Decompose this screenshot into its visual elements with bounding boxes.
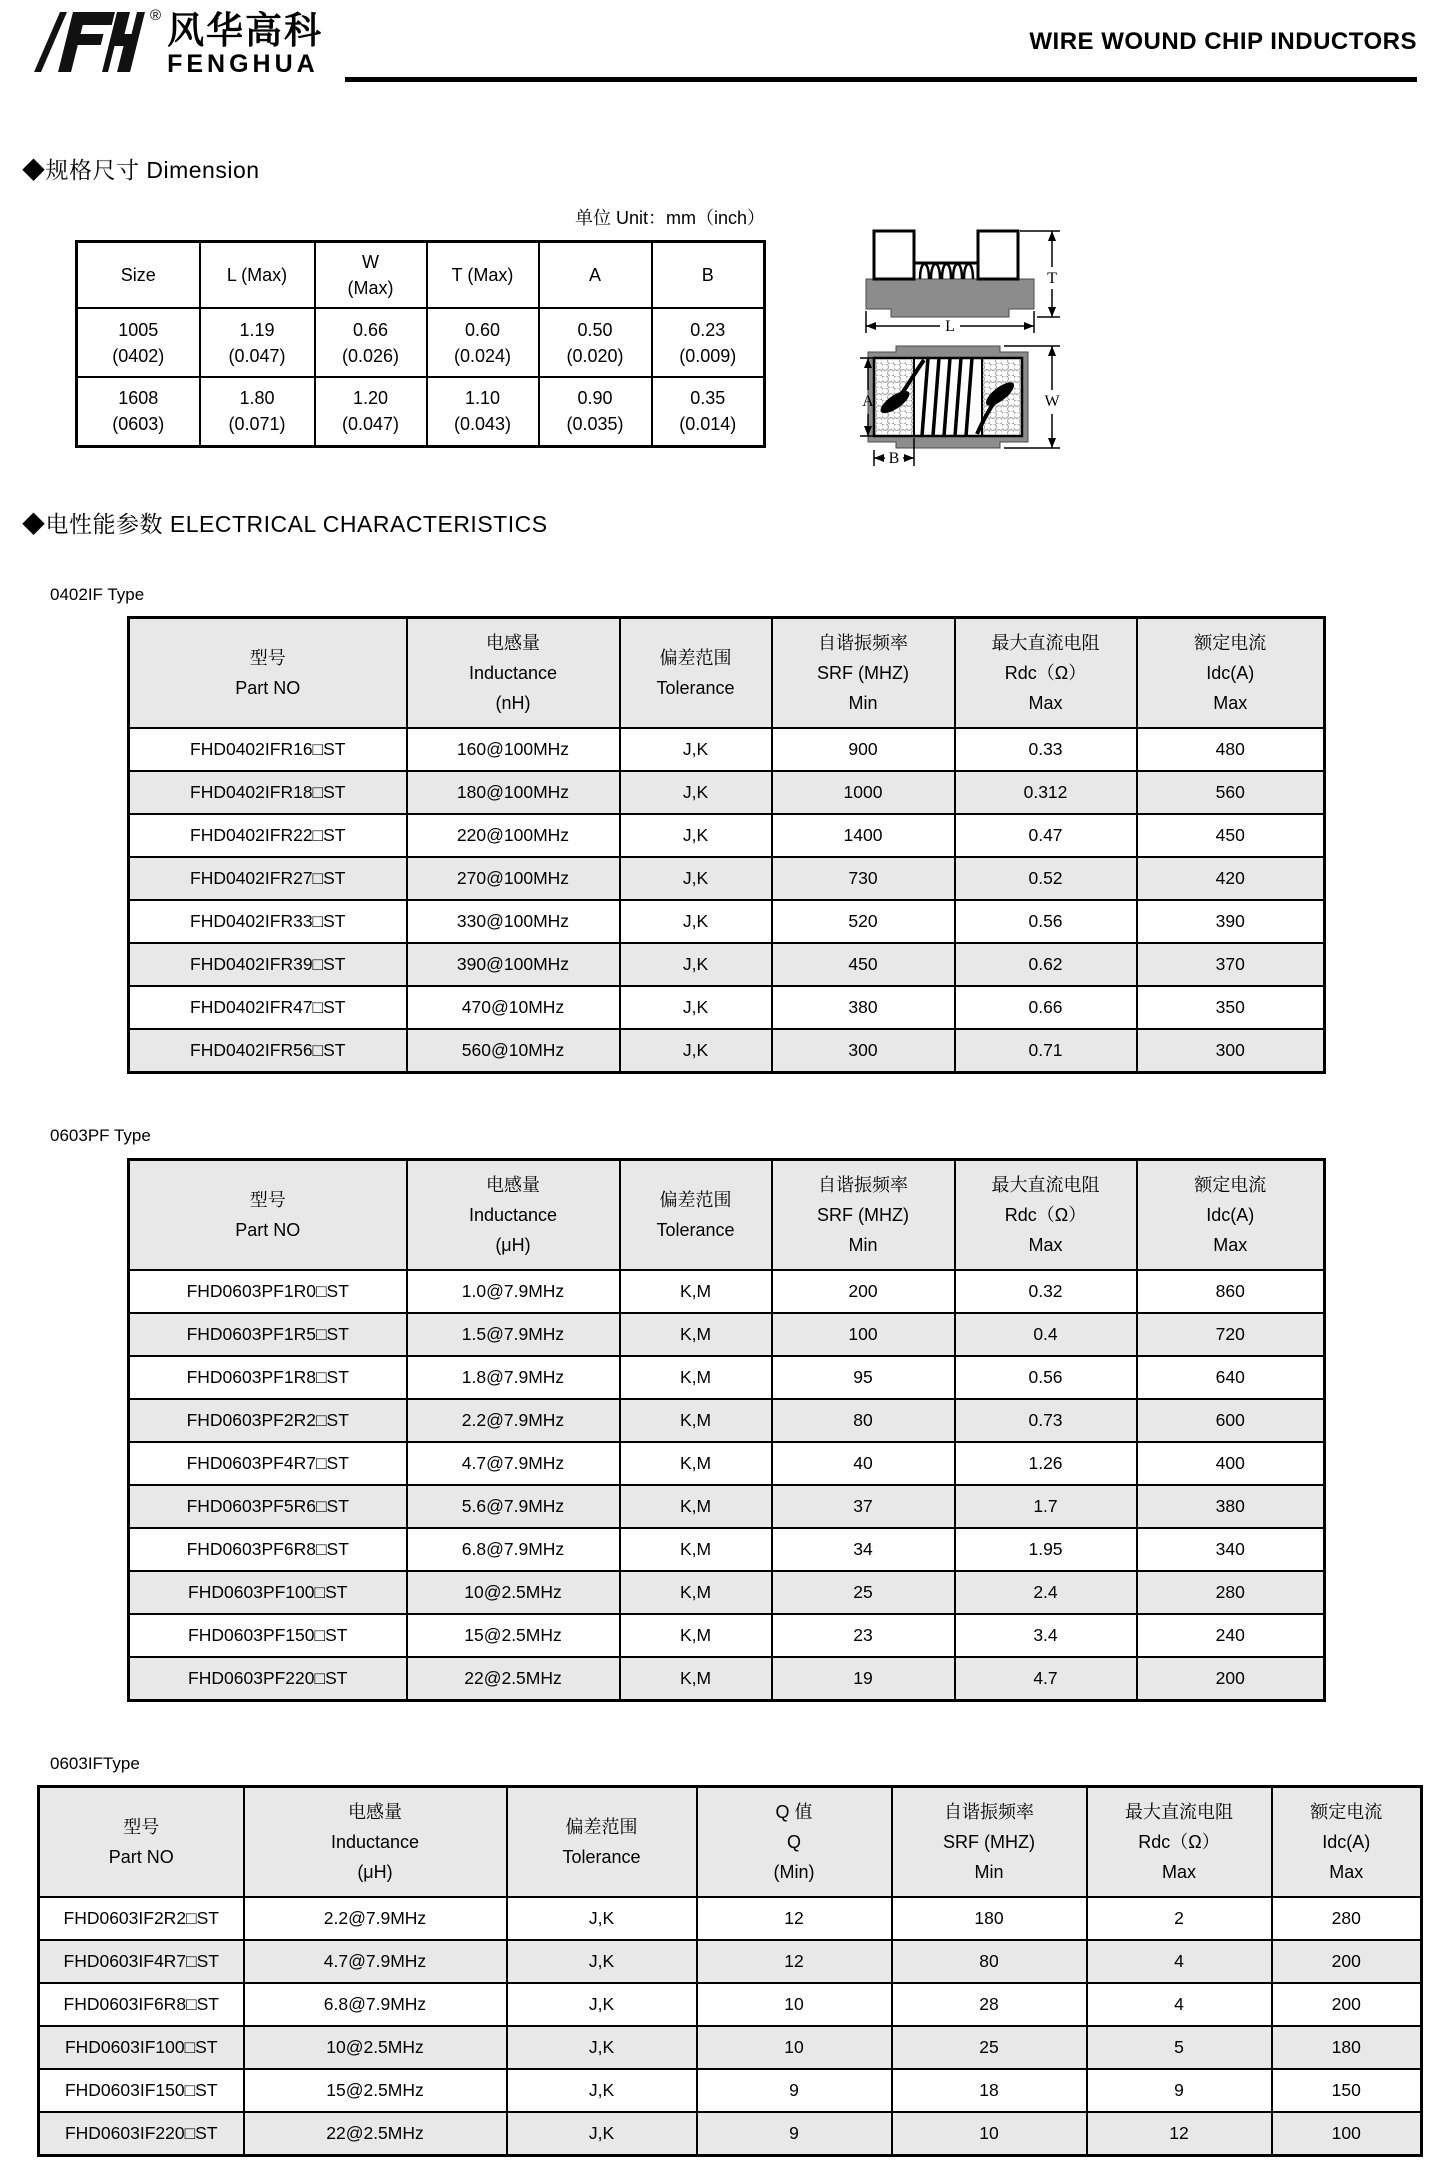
table-cell: 0.35 (0.014) <box>652 377 765 446</box>
table-cell: 200 <box>1272 1983 1422 2026</box>
column-header: B <box>652 242 765 309</box>
column-header: 偏差范围 Tolerance <box>620 1160 772 1271</box>
table-cell: K,M <box>620 1356 772 1399</box>
table-cell: 10@2.5MHz <box>244 2026 507 2069</box>
table-cell: FHD0402IFR47□ST <box>129 986 407 1029</box>
table-row <box>129 900 1325 943</box>
table-cell: 12 <box>697 1940 892 1983</box>
table-cell: 1.0@7.9MHz <box>407 1270 620 1313</box>
terminal-base <box>866 279 1034 317</box>
arrowhead <box>1048 307 1056 317</box>
table-cell: 0.56 <box>955 1356 1137 1399</box>
table-cell: FHD0603PF5R6□ST <box>129 1485 407 1528</box>
coil-turns <box>920 264 973 279</box>
table-cell: 5.6@7.9MHz <box>407 1485 620 1528</box>
table-cell: 10@2.5MHz <box>407 1571 620 1614</box>
table-cell: 150 <box>1272 2069 1422 2112</box>
column-header: 自谐振频率 SRF (MHZ) Min <box>892 1787 1087 1898</box>
table-cell: FHD0603PF1R0□ST <box>129 1270 407 1313</box>
table-row <box>39 1940 1422 1983</box>
table-cell: 10 <box>697 1983 892 2026</box>
table-cell: J,K <box>620 1029 772 1072</box>
table-cell: K,M <box>620 1528 772 1571</box>
column-header: 额定电流 Idc(A) Max <box>1137 1160 1325 1271</box>
table-row <box>129 1485 1325 1528</box>
table-cell: K,M <box>620 1399 772 1442</box>
table-row <box>129 1571 1325 1614</box>
table-cell: 18 <box>892 2069 1087 2112</box>
table-cell: 380 <box>1137 1485 1325 1528</box>
table-row <box>129 1399 1325 1442</box>
column-header: 额定电流 Idc(A) Max <box>1137 618 1325 729</box>
table-cell: 4 <box>1087 1983 1272 2026</box>
table-row <box>39 2026 1422 2069</box>
table-cell: FHD0603PF100□ST <box>129 1571 407 1614</box>
table-cell: 4.7 <box>955 1657 1137 1700</box>
table-cell: 400 <box>1137 1442 1325 1485</box>
table-cell: FHD0603IF150□ST <box>39 2069 244 2112</box>
table-cell: 720 <box>1137 1313 1325 1356</box>
table-row <box>129 1657 1325 1700</box>
table-cell: J,K <box>620 986 772 1029</box>
column-header: 最大直流电阻 Rdc（Ω） Max <box>1087 1787 1272 1898</box>
table-cell: K,M <box>620 1442 772 1485</box>
table-label-0603pf: 0603PF Type <box>50 1126 151 1145</box>
table-cell: 420 <box>1137 857 1325 900</box>
table-cell: 12 <box>1087 2112 1272 2155</box>
column-header: 偏差范围 Tolerance <box>620 618 772 729</box>
table-cell: 1005 (0402) <box>77 308 200 377</box>
table-cell: 200 <box>1272 1940 1422 1983</box>
table-cell: 9 <box>697 2069 892 2112</box>
table-cell: 100 <box>1272 2112 1422 2155</box>
label-W: W <box>1044 393 1060 410</box>
brand-name-english: FENGHUA <box>167 49 319 78</box>
arrowhead <box>874 454 884 462</box>
table-cell: K,M <box>620 1571 772 1614</box>
table-cell: FHD0402IFR16□ST <box>129 728 407 771</box>
table-cell: 330@100MHz <box>407 900 620 943</box>
table-row <box>129 1528 1325 1571</box>
table-cell: 4 <box>1087 1940 1272 1983</box>
table-cell: 1.80 (0.071) <box>200 377 315 446</box>
registered-trademark-icon: ® <box>150 7 162 24</box>
table-cell: 1608 (0603) <box>77 377 200 446</box>
table-cell: 10 <box>697 2026 892 2069</box>
table-cell: 15@2.5MHz <box>244 2069 507 2112</box>
dimension-table <box>75 240 766 448</box>
table-cell: FHD0603IF220□ST <box>39 2112 244 2155</box>
column-header: A <box>539 242 652 309</box>
table-cell: 0.50 (0.020) <box>539 308 652 377</box>
column-header: Q 值 Q (Min) <box>697 1787 892 1898</box>
arrowhead <box>904 454 914 462</box>
table-cell: J,K <box>620 857 772 900</box>
fenghua-logo <box>28 8 323 78</box>
table-cell: 0.33 <box>955 728 1137 771</box>
table-cell: 2.2@7.9MHz <box>407 1399 620 1442</box>
arrowhead <box>866 322 876 330</box>
table-cell: 600 <box>1137 1399 1325 1442</box>
table-cell: 450 <box>1137 814 1325 857</box>
table-row <box>77 308 765 377</box>
table-cell: 0.62 <box>955 943 1137 986</box>
electrical-table-0603if <box>37 1785 1423 2157</box>
table-cell: 25 <box>892 2026 1087 2069</box>
table-cell: FHD0402IFR18□ST <box>129 771 407 814</box>
arrowhead <box>1048 231 1056 241</box>
column-header: 偏差范围 Tolerance <box>507 1787 697 1898</box>
table-cell: K,M <box>620 1657 772 1700</box>
table-cell: 34 <box>772 1528 955 1571</box>
table-cell: 6.8@7.9MHz <box>407 1528 620 1571</box>
table-cell: FHD0402IFR56□ST <box>129 1029 407 1072</box>
left-end-cap <box>874 231 914 279</box>
column-header: 型号 Part NO <box>129 1160 407 1271</box>
inductor-top-view-diagram <box>858 340 1070 470</box>
table-cell: FHD0603IF6R8□ST <box>39 1983 244 2026</box>
table-cell: 22@2.5MHz <box>407 1657 620 1700</box>
table-cell: 450 <box>772 943 955 986</box>
unit-note: 单位 Unit：mm（inch） <box>574 208 765 228</box>
table-cell: 0.73 <box>955 1399 1137 1442</box>
table-cell: 200 <box>772 1270 955 1313</box>
table-cell: FHD0603IF100□ST <box>39 2026 244 2069</box>
table-row <box>39 1897 1422 1940</box>
table-cell: 80 <box>772 1399 955 1442</box>
table-cell: FHD0402IFR39□ST <box>129 943 407 986</box>
table-cell: 22@2.5MHz <box>244 2112 507 2155</box>
table-cell: 1.10 (0.043) <box>427 377 539 446</box>
table-cell: 4.7@7.9MHz <box>244 1940 507 1983</box>
table-cell: FHD0603PF150□ST <box>129 1614 407 1657</box>
header-rule <box>345 77 1417 82</box>
table-cell: 520 <box>772 900 955 943</box>
table-cell: 0.66 <box>955 986 1137 1029</box>
column-header: W (Max) <box>315 242 427 309</box>
table-row <box>129 1313 1325 1356</box>
column-header: Size <box>77 242 200 309</box>
table-cell: 4.7@7.9MHz <box>407 1442 620 1485</box>
table-cell: 1.19 (0.047) <box>200 308 315 377</box>
table-cell: 28 <box>892 1983 1087 2026</box>
table-cell: 0.47 <box>955 814 1137 857</box>
table-cell: 300 <box>772 1029 955 1072</box>
table-cell: 300 <box>1137 1029 1325 1072</box>
column-header: 最大直流电阻 Rdc（Ω） Max <box>955 1160 1137 1271</box>
table-cell: 0.312 <box>955 771 1137 814</box>
table-cell: J,K <box>507 1940 697 1983</box>
table-cell: FHD0603PF1R8□ST <box>129 1356 407 1399</box>
table-cell: 270@100MHz <box>407 857 620 900</box>
table-cell: 560 <box>1137 771 1325 814</box>
arrowhead <box>1048 346 1056 356</box>
dimension-section-heading: ◆规格尺寸 Dimension <box>22 157 260 183</box>
table-cell: 860 <box>1137 1270 1325 1313</box>
table-cell: 23 <box>772 1614 955 1657</box>
table-cell: 40 <box>772 1442 955 1485</box>
table-row <box>129 857 1325 900</box>
arrowhead <box>1024 322 1034 330</box>
table-cell: FHD0603PF4R7□ST <box>129 1442 407 1485</box>
table-cell: 390 <box>1137 900 1325 943</box>
table-cell: 200 <box>1137 1657 1325 1700</box>
table-cell: K,M <box>620 1270 772 1313</box>
column-header: 电感量 Inductance (μH) <box>244 1787 507 1898</box>
table-cell: 10 <box>892 2112 1087 2155</box>
table-cell: 240 <box>1137 1614 1325 1657</box>
table-cell: 160@100MHz <box>407 728 620 771</box>
table-cell: 0.71 <box>955 1029 1137 1072</box>
table-row <box>129 814 1325 857</box>
table-cell: 340 <box>1137 1528 1325 1571</box>
table-cell: K,M <box>620 1313 772 1356</box>
table-row <box>129 1029 1325 1072</box>
column-header: 最大直流电阻 Rdc（Ω） Max <box>955 618 1137 729</box>
table-cell: 2 <box>1087 1897 1272 1940</box>
table-cell: J,K <box>620 771 772 814</box>
table-cell: J,K <box>507 2069 697 2112</box>
table-cell: FHD0402IFR33□ST <box>129 900 407 943</box>
brand-text <box>167 12 323 78</box>
table-cell: 0.52 <box>955 857 1137 900</box>
table-cell: J,K <box>507 2026 697 2069</box>
table-row <box>129 1614 1325 1657</box>
table-cell: 9 <box>697 2112 892 2155</box>
table-cell: J,K <box>507 2112 697 2155</box>
table-cell: 220@100MHz <box>407 814 620 857</box>
table-row <box>129 1356 1325 1399</box>
table-cell: 100 <box>772 1313 955 1356</box>
table-cell: 37 <box>772 1485 955 1528</box>
table-cell: 280 <box>1272 1897 1422 1940</box>
table-row <box>129 943 1325 986</box>
table-row <box>129 1270 1325 1313</box>
right-end-cap <box>978 231 1018 279</box>
column-header: 型号 Part NO <box>129 618 407 729</box>
header-row <box>39 1787 1422 1898</box>
table-cell: FHD0603PF2R2□ST <box>129 1399 407 1442</box>
table-cell: 1.20 (0.047) <box>315 377 427 446</box>
table-row <box>77 377 765 446</box>
electrical-table-0603pf <box>127 1158 1326 1702</box>
brand-name-chinese: 风华高科 <box>167 10 324 51</box>
table-cell: 470@10MHz <box>407 986 620 1029</box>
table-cell: 1.95 <box>955 1528 1137 1571</box>
table-cell: 12 <box>697 1897 892 1940</box>
table-cell: FHD0603IF4R7□ST <box>39 1940 244 1983</box>
column-header: 型号 Part NO <box>39 1787 244 1898</box>
column-header: 自谐振频率 SRF (MHZ) Min <box>772 1160 955 1271</box>
column-header: 电感量 Inductance (nH) <box>407 618 620 729</box>
table-cell: 1.26 <box>955 1442 1137 1485</box>
table-cell: 6.8@7.9MHz <box>244 1983 507 2026</box>
table-cell: 180 <box>892 1897 1087 1940</box>
table-cell: 0.90 (0.035) <box>539 377 652 446</box>
table-cell: 370 <box>1137 943 1325 986</box>
table-cell: 280 <box>1137 1571 1325 1614</box>
table-cell: FHD0603PF1R5□ST <box>129 1313 407 1356</box>
table-cell: J,K <box>620 900 772 943</box>
table-cell: 2.2@7.9MHz <box>244 1897 507 1940</box>
fenghua-logo-mark <box>28 8 148 76</box>
column-header: T (Max) <box>427 242 539 309</box>
inductor-side-view-diagram <box>858 203 1070 339</box>
table-cell: 560@10MHz <box>407 1029 620 1072</box>
table-label-0402if: 0402IF Type <box>50 585 145 604</box>
table-cell: 1.7 <box>955 1485 1137 1528</box>
header-row <box>129 1160 1325 1271</box>
arrowhead <box>1048 438 1056 448</box>
header-row <box>77 242 765 309</box>
table-cell: 0.60 (0.024) <box>427 308 539 377</box>
table-cell: 19 <box>772 1657 955 1700</box>
table-cell: K,M <box>620 1614 772 1657</box>
label-A: A <box>862 393 874 410</box>
table-cell: 180 <box>1272 2026 1422 2069</box>
table-cell: 0.23 (0.009) <box>652 308 765 377</box>
table-cell: 2.4 <box>955 1571 1137 1614</box>
table-cell: 25 <box>772 1571 955 1614</box>
table-cell: 3.4 <box>955 1614 1137 1657</box>
label-L: L <box>945 318 955 335</box>
table-cell: 1.5@7.9MHz <box>407 1313 620 1356</box>
table-cell: 640 <box>1137 1356 1325 1399</box>
table-cell: 0.56 <box>955 900 1137 943</box>
table-cell: 480 <box>1137 728 1325 771</box>
table-row <box>39 1983 1422 2026</box>
table-cell: J,K <box>620 943 772 986</box>
table-cell: J,K <box>507 1897 697 1940</box>
table-row <box>129 986 1325 1029</box>
table-cell: FHD0603PF220□ST <box>129 1657 407 1700</box>
table-row <box>39 2069 1422 2112</box>
table-cell: 730 <box>772 857 955 900</box>
electrical-table-0402if <box>127 616 1326 1074</box>
column-header: 自谐振频率 SRF (MHZ) Min <box>772 618 955 729</box>
table-cell: 95 <box>772 1356 955 1399</box>
table-cell: K,M <box>620 1485 772 1528</box>
table-cell: J,K <box>620 728 772 771</box>
table-cell: 1000 <box>772 771 955 814</box>
table-cell: 0.4 <box>955 1313 1137 1356</box>
table-cell: 180@100MHz <box>407 771 620 814</box>
table-cell: FHD0603PF6R8□ST <box>129 1528 407 1571</box>
column-header: 额定电流 Idc(A) Max <box>1272 1787 1422 1898</box>
table-cell: FHD0402IFR27□ST <box>129 857 407 900</box>
table-row <box>39 2112 1422 2155</box>
table-cell: FHD0402IFR22□ST <box>129 814 407 857</box>
table-cell: 5 <box>1087 2026 1272 2069</box>
header-row <box>129 618 1325 729</box>
table-row <box>129 771 1325 814</box>
table-label-0603if: 0603IFType <box>50 1754 140 1773</box>
table-cell: FHD0603IF2R2□ST <box>39 1897 244 1940</box>
table-cell: J,K <box>620 814 772 857</box>
table-cell: 80 <box>892 1940 1087 1983</box>
table-cell: 350 <box>1137 986 1325 1029</box>
table-cell: 390@100MHz <box>407 943 620 986</box>
table-cell: 900 <box>772 728 955 771</box>
table-cell: 1400 <box>772 814 955 857</box>
table-cell: 15@2.5MHz <box>407 1614 620 1657</box>
column-header: 电感量 Inductance (μH) <box>407 1160 620 1271</box>
table-cell: 1.8@7.9MHz <box>407 1356 620 1399</box>
table-row <box>129 728 1325 771</box>
table-row <box>129 1442 1325 1485</box>
label-T: T <box>1047 270 1057 287</box>
table-cell: 380 <box>772 986 955 1029</box>
table-cell: 0.32 <box>955 1270 1137 1313</box>
electrical-section-heading: ◆电性能参数 ELECTRICAL CHARACTERISTICS <box>22 511 548 537</box>
column-header: L (Max) <box>200 242 315 309</box>
table-cell: J,K <box>507 1983 697 2026</box>
label-B: B <box>888 450 900 467</box>
document-title: WIRE WOUND CHIP INDUCTORS <box>1029 28 1417 55</box>
table-cell: 0.66 (0.026) <box>315 308 427 377</box>
table-cell: 9 <box>1087 2069 1272 2112</box>
